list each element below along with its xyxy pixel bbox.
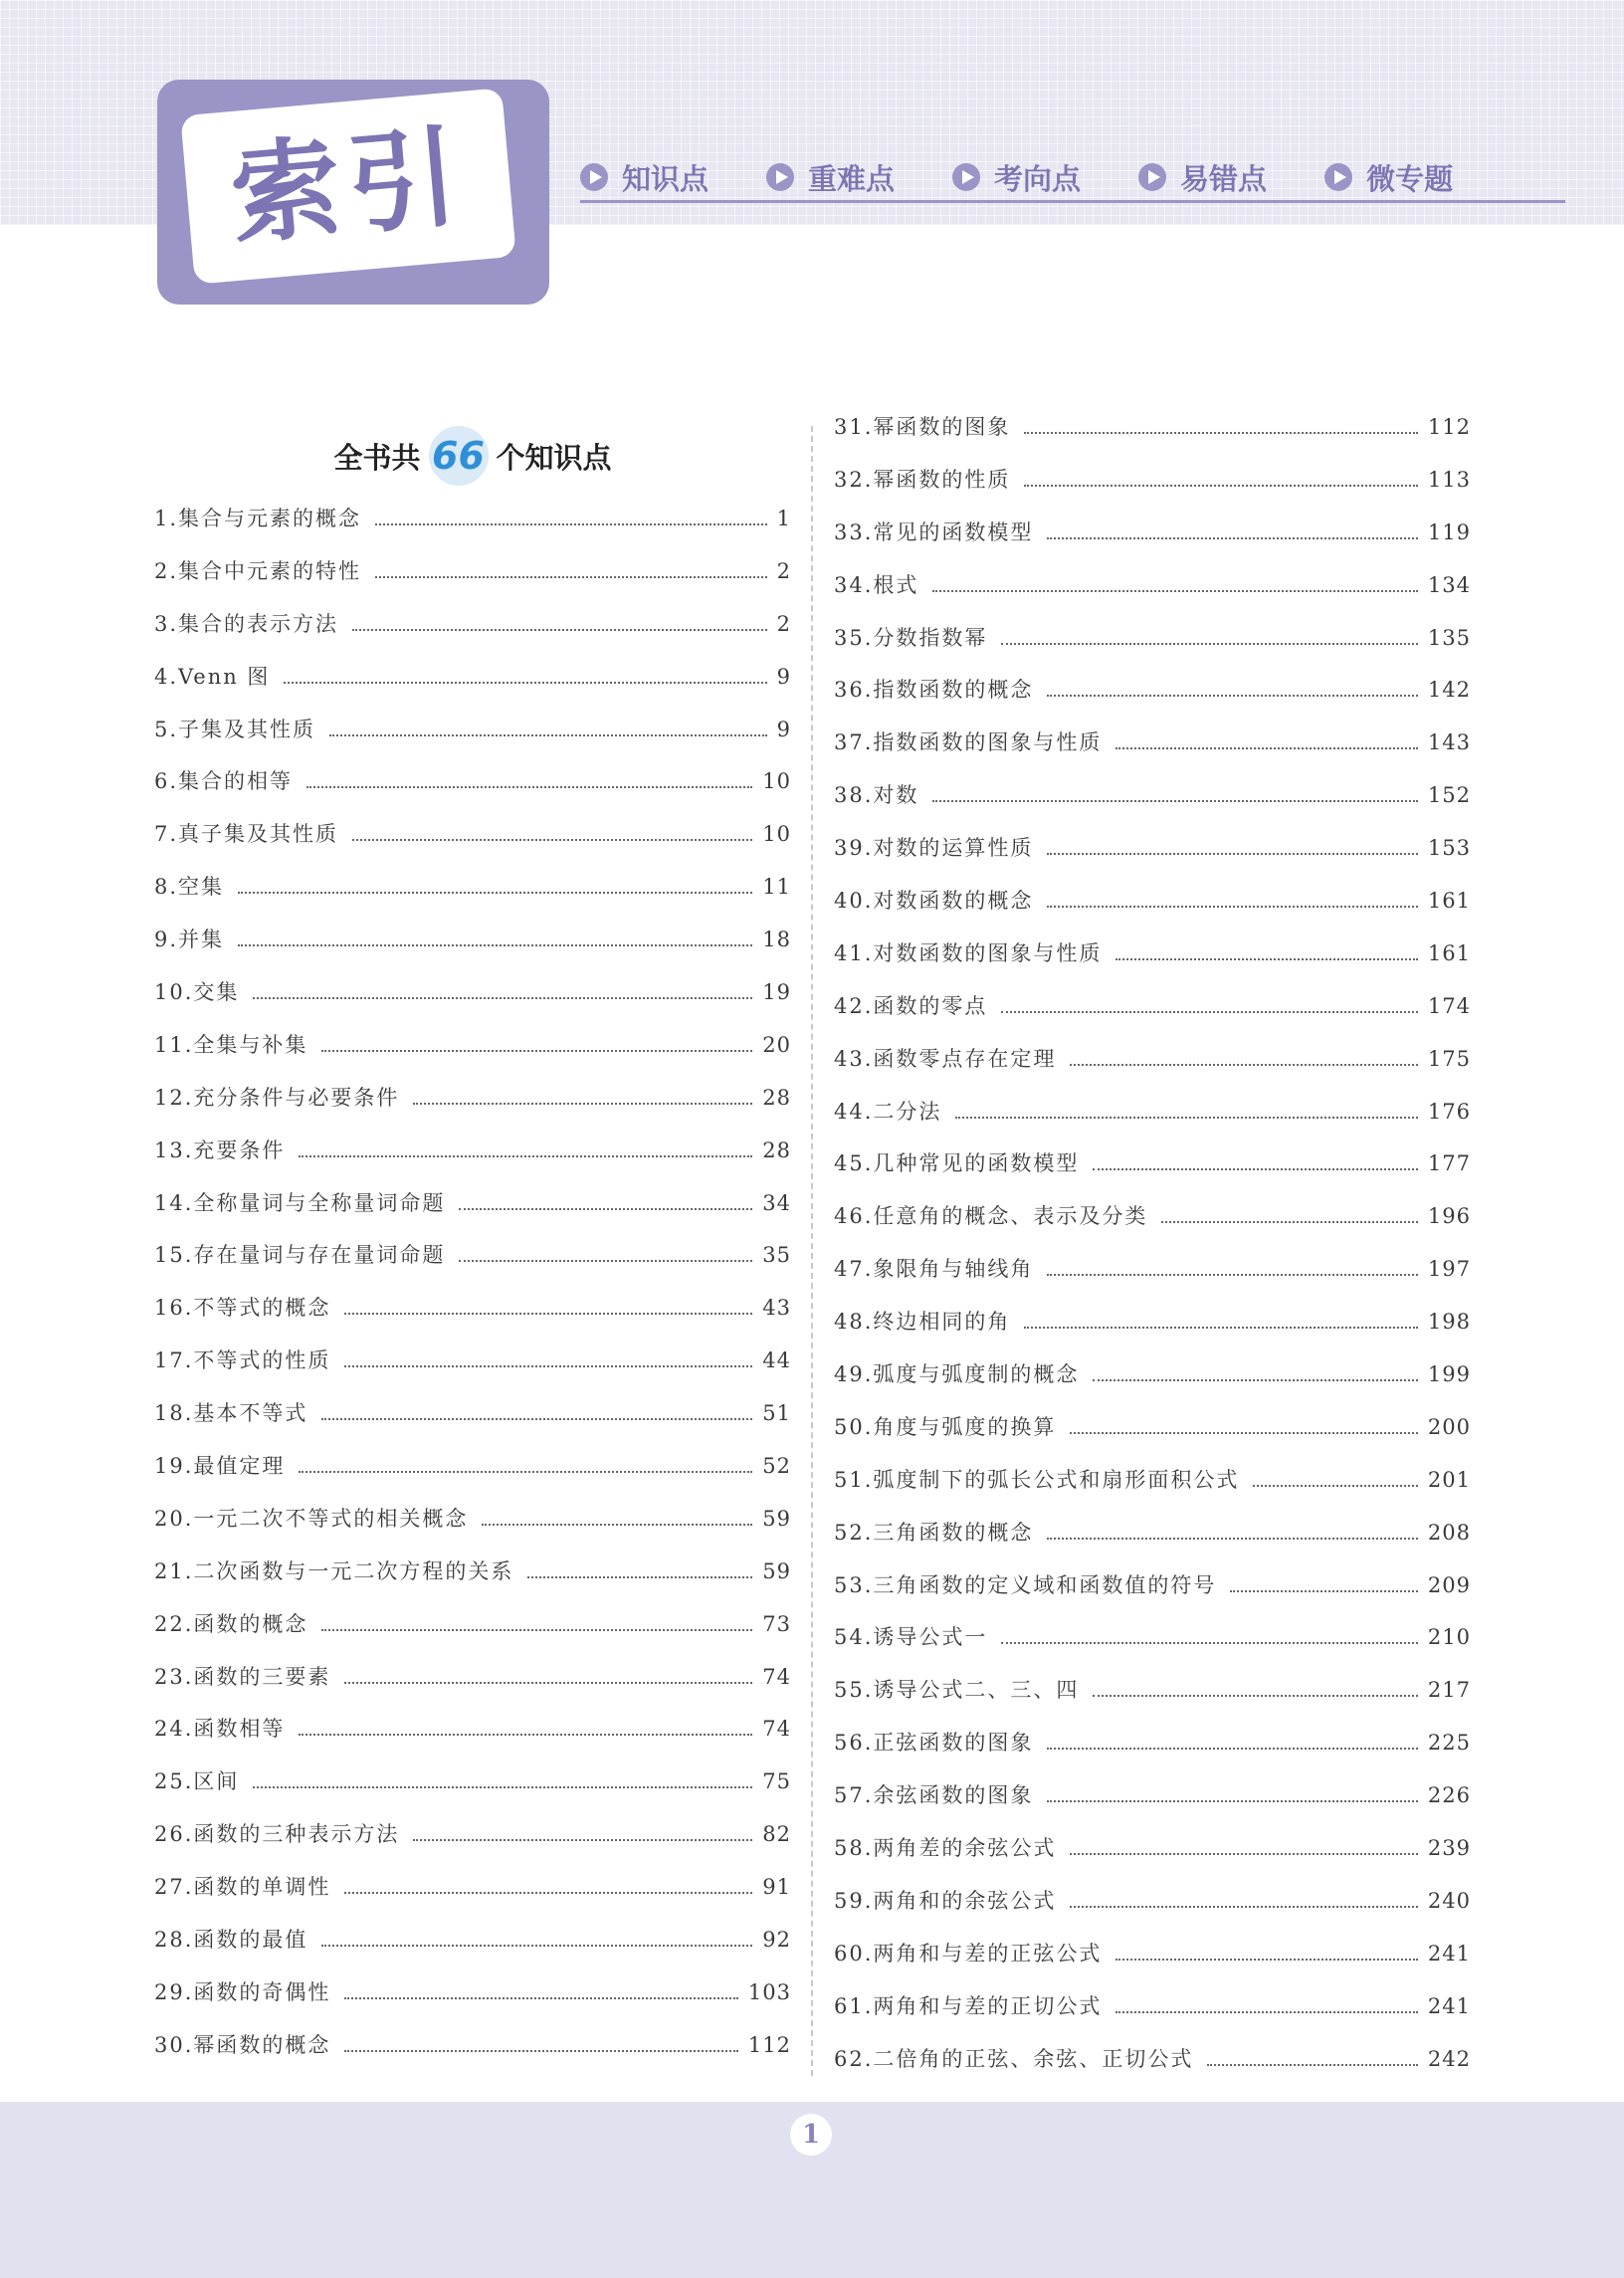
play-circle-icon (1324, 163, 1352, 191)
index-entry[interactable] (834, 1200, 1471, 1253)
entry-page: 142 (1427, 678, 1471, 703)
entry-title: 45.几种常见的函数模型 (834, 1151, 1080, 1176)
entry-page: 28 (762, 1138, 791, 1162)
dot-leader (482, 1524, 752, 1526)
entry-page: 196 (1427, 1204, 1471, 1229)
index-entry[interactable] (834, 1990, 1471, 2043)
index-entry[interactable] (834, 1043, 1471, 1096)
index-entry[interactable] (834, 674, 1471, 726)
dot-leader (1093, 1168, 1418, 1170)
entry-page: 10 (762, 822, 791, 847)
dot-leader (238, 944, 752, 946)
entry-page: 135 (1427, 625, 1471, 650)
entry-title: 58.两角差的余弦公式 (834, 1836, 1057, 1861)
dot-leader (1070, 1853, 1418, 1855)
index-entry[interactable] (834, 885, 1471, 937)
entry-page: 19 (762, 980, 791, 1005)
entry-title: 34.根式 (834, 572, 919, 597)
summary-prefix: 全书共 (333, 440, 421, 475)
dot-leader (238, 892, 752, 894)
entry-title: 30.幂函数的概念 (154, 2032, 331, 2057)
entry-page: 175 (1427, 1046, 1471, 1071)
index-entry[interactable] (834, 1832, 1471, 1885)
entry-title: 29.函数的奇偶性 (154, 1979, 331, 2004)
entry-title: 35.分数指数幂 (834, 625, 988, 650)
index-entry[interactable] (834, 1674, 1471, 1727)
play-circle-icon (1138, 163, 1166, 191)
index-entry[interactable] (154, 871, 791, 924)
page-number: 1 (790, 2114, 832, 2156)
entry-page: 73 (762, 1611, 791, 1636)
dot-leader (1116, 747, 1418, 749)
dot-leader (1093, 1379, 1418, 1381)
index-entry[interactable] (154, 714, 791, 766)
index-entry[interactable] (834, 517, 1471, 569)
index-entry[interactable] (834, 1621, 1471, 1674)
entry-page: 161 (1427, 940, 1471, 965)
entry-title: 24.函数相等 (154, 1717, 286, 1742)
entry-page: 92 (762, 1928, 791, 1953)
dot-leader (1047, 1800, 1418, 1802)
nav-label: 易错点 (1180, 161, 1268, 196)
entry-page: 119 (1427, 519, 1471, 544)
entry-page: 177 (1427, 1151, 1471, 1176)
entry-page: 9 (776, 664, 791, 689)
index-entry[interactable] (834, 1569, 1471, 1622)
entry-page: 43 (762, 1296, 791, 1321)
nav-label: 重难点 (808, 161, 896, 196)
entry-page: 240 (1427, 1888, 1471, 1913)
category-nav (580, 154, 1565, 203)
entry-page: 91 (762, 1875, 791, 1900)
entry-title: 22.函数的概念 (154, 1611, 308, 1636)
dot-leader (932, 800, 1418, 802)
entry-title: 50.角度与弧度的换算 (834, 1414, 1057, 1439)
entry-title: 10.交集 (154, 980, 240, 1005)
index-entry[interactable] (154, 1239, 791, 1292)
index-column-left (154, 503, 791, 2082)
index-entry[interactable] (154, 1818, 791, 1871)
dot-leader (932, 590, 1418, 592)
play-circle-icon (766, 163, 794, 191)
entry-page: 174 (1427, 993, 1471, 1018)
index-entry[interactable] (834, 779, 1471, 832)
entry-title: 48.终边相同的角 (834, 1310, 1011, 1335)
entry-page: 210 (1427, 1625, 1471, 1650)
entry-title: 59.两角和的余弦公式 (834, 1888, 1057, 1913)
entry-title: 3.集合的表示方法 (154, 611, 339, 636)
index-entry[interactable] (154, 1503, 791, 1555)
entry-page: 209 (1427, 1572, 1471, 1597)
dot-leader (344, 1892, 752, 1894)
entry-title: 49.弧度与弧度制的概念 (834, 1362, 1080, 1387)
entry-title: 9.并集 (154, 928, 225, 952)
entry-page: 82 (762, 1822, 791, 1847)
summary-suffix: 个知识点 (496, 440, 612, 475)
entry-title: 57.余弦函数的图象 (834, 1783, 1034, 1808)
entry-page: 199 (1427, 1362, 1471, 1387)
entry-page: 44 (762, 1348, 791, 1373)
dot-leader (1047, 853, 1418, 855)
entry-title: 44.二分法 (834, 1099, 942, 1124)
entry-title: 39.对数的运算性质 (834, 836, 1034, 861)
dot-leader (1116, 958, 1418, 960)
dot-leader (1047, 537, 1418, 539)
entry-title: 61.两角和与差的正切公式 (834, 1993, 1103, 2018)
entry-page: 112 (1427, 415, 1471, 439)
dot-leader (955, 1117, 1418, 1119)
index-entry[interactable] (834, 464, 1471, 517)
entry-page: 74 (762, 1664, 791, 1689)
index-entry[interactable] (834, 622, 1471, 675)
dot-leader (459, 1260, 752, 1262)
entry-title: 4.Venn 图 (154, 664, 271, 689)
entry-page: 28 (762, 1085, 791, 1110)
dot-leader (1161, 1221, 1418, 1223)
title-card (180, 88, 516, 285)
entry-page: 112 (747, 2032, 791, 2057)
index-entry[interactable] (154, 924, 791, 976)
entry-title: 11.全集与补集 (154, 1032, 308, 1057)
entry-page: 20 (762, 1032, 791, 1057)
column-divider (811, 426, 813, 2076)
index-entry[interactable] (834, 1464, 1471, 1517)
entry-page: 225 (1427, 1731, 1471, 1756)
entry-title: 56.正弦函数的图象 (834, 1731, 1034, 1756)
dot-leader (1024, 432, 1418, 434)
entry-title: 15.存在量词与存在量词命题 (154, 1243, 446, 1268)
dot-leader (284, 682, 766, 684)
entry-title: 27.函数的单调性 (154, 1875, 331, 1900)
entry-page: 9 (776, 717, 791, 741)
dot-leader (1070, 1906, 1418, 1908)
entry-page: 51 (762, 1401, 791, 1426)
dot-leader (1093, 1695, 1418, 1697)
dot-leader (321, 1629, 752, 1631)
index-entry[interactable] (154, 1871, 791, 1924)
index-entry[interactable] (834, 2043, 1471, 2096)
entry-title: 17.不等式的性质 (154, 1348, 331, 1373)
entry-title: 41.对数函数的图象与性质 (834, 940, 1103, 965)
index-entry[interactable] (834, 1306, 1471, 1358)
entry-page: 239 (1427, 1836, 1471, 1861)
index-entry[interactable] (154, 1608, 791, 1661)
entry-title: 21.二次函数与一元二次方程的关系 (154, 1558, 514, 1583)
dot-leader (413, 1839, 752, 1841)
entry-page: 59 (762, 1558, 791, 1583)
nav-item-error-prone[interactable] (1138, 157, 1267, 198)
dot-leader (1047, 695, 1418, 697)
index-entry[interactable] (834, 569, 1471, 622)
dot-leader (329, 734, 767, 736)
dot-leader (1116, 1959, 1418, 1961)
entry-page: 10 (762, 769, 791, 794)
index-entry[interactable] (154, 1029, 791, 1082)
index-entry[interactable] (154, 765, 791, 818)
index-entry[interactable] (154, 1450, 791, 1503)
entry-page: 241 (1427, 1993, 1471, 2018)
dot-leader (1070, 1432, 1418, 1434)
entry-title: 32.幂函数的性质 (834, 467, 1011, 492)
index-entry[interactable] (154, 1397, 791, 1450)
dot-leader (527, 1576, 752, 1578)
dot-leader (352, 629, 767, 631)
dot-leader (344, 1997, 738, 1999)
entry-page: 200 (1427, 1414, 1471, 1439)
index-entry[interactable] (154, 503, 791, 555)
entry-title: 43.函数零点存在定理 (834, 1046, 1057, 1071)
title-box (157, 80, 549, 305)
dot-leader (1024, 485, 1418, 487)
entry-title: 55.诱导公式二、三、四 (834, 1678, 1080, 1703)
entry-page: 201 (1427, 1467, 1471, 1492)
entry-page: 59 (762, 1506, 791, 1531)
index-column-right (834, 411, 1471, 2096)
entry-title: 60.两角和与差的正弦公式 (834, 1941, 1103, 1966)
dot-leader (1047, 1538, 1418, 1540)
entry-page: 197 (1427, 1257, 1471, 1282)
entry-page: 103 (747, 1979, 791, 2004)
entry-title: 47.象限角与轴线角 (834, 1257, 1034, 1282)
entry-page: 153 (1427, 836, 1471, 861)
entry-title: 13.充要条件 (154, 1138, 286, 1162)
entry-page: 134 (1427, 572, 1471, 597)
dot-leader (1070, 1064, 1418, 1066)
entry-page: 241 (1427, 1941, 1471, 1966)
index-entry[interactable] (154, 661, 791, 714)
index-entry[interactable] (834, 990, 1471, 1043)
index-entry[interactable] (834, 411, 1471, 464)
dot-leader (1116, 2011, 1418, 2013)
entry-page: 34 (762, 1190, 791, 1215)
entry-title: 2.集合中元素的特性 (154, 558, 362, 583)
dot-leader (1047, 906, 1418, 908)
entry-page: 35 (762, 1243, 791, 1268)
entry-page: 52 (762, 1454, 791, 1479)
entry-title: 38.对数 (834, 783, 919, 808)
nav-label: 知识点 (622, 161, 710, 196)
index-entry[interactable] (834, 726, 1471, 779)
dot-leader (1047, 1274, 1418, 1276)
entry-title: 26.函数的三种表示方法 (154, 1822, 400, 1847)
dot-leader (299, 1471, 752, 1473)
entry-page: 242 (1427, 2046, 1471, 2071)
nav-item-knowledge[interactable] (580, 157, 709, 198)
entry-title: 1.集合与元素的概念 (154, 507, 362, 530)
entry-title: 25.区间 (154, 1769, 240, 1794)
index-entry[interactable] (834, 1938, 1471, 1990)
dot-leader (299, 1155, 752, 1157)
entry-title: 12.充分条件与必要条件 (154, 1085, 400, 1110)
dot-leader (344, 2050, 738, 2052)
dot-leader (413, 1103, 752, 1105)
entry-page: 18 (762, 928, 791, 952)
dot-leader (1207, 2064, 1418, 2066)
entry-title: 23.函数的三要素 (154, 1664, 331, 1689)
entry-title: 31.幂函数的图象 (834, 415, 1011, 439)
dot-leader (352, 839, 752, 841)
entry-title: 14.全称量词与全称量词命题 (154, 1190, 446, 1215)
dot-leader (253, 1786, 752, 1788)
dot-leader (321, 1945, 752, 1947)
entry-page: 161 (1427, 889, 1471, 914)
entry-title: 18.基本不等式 (154, 1401, 308, 1426)
entry-title: 42.函数的零点 (834, 993, 988, 1018)
knowledge-summary (154, 428, 791, 484)
index-entry[interactable] (834, 1779, 1471, 1832)
index-entry[interactable] (154, 976, 791, 1029)
index-entry[interactable] (154, 1713, 791, 1765)
entry-page: 75 (762, 1769, 791, 1794)
entry-title: 53.三角函数的定义域和函数值的符号 (834, 1572, 1217, 1597)
dot-leader (344, 1365, 752, 1367)
index-entry[interactable] (834, 1147, 1471, 1200)
entry-page: 208 (1427, 1520, 1471, 1545)
index-entry[interactable] (154, 2029, 791, 2082)
dot-leader (1047, 1748, 1418, 1750)
nav-item-exam-focus[interactable] (952, 157, 1081, 198)
entry-title: 51.弧度制下的弧长公式和扇形面积公式 (834, 1467, 1240, 1492)
dot-leader (299, 1734, 752, 1736)
index-entry[interactable] (834, 832, 1471, 885)
dot-leader (1024, 1327, 1418, 1329)
entry-page: 1 (776, 507, 791, 530)
nav-label: 微专题 (1366, 161, 1454, 196)
entry-title: 16.不等式的概念 (154, 1296, 331, 1321)
dot-leader (344, 1682, 752, 1684)
entry-page: 152 (1427, 783, 1471, 808)
entry-title: 5.子集及其性质 (154, 717, 316, 741)
dot-leader (1253, 1485, 1418, 1487)
dot-leader (375, 576, 767, 578)
entry-title: 52.三角函数的概念 (834, 1520, 1034, 1545)
entry-title: 8.空集 (154, 875, 225, 900)
dot-leader (1001, 643, 1418, 645)
dot-leader (1001, 1642, 1418, 1644)
count-badge: 66 (429, 426, 489, 486)
entry-title: 40.对数函数的概念 (834, 889, 1034, 914)
nav-item-key-difficult[interactable] (766, 157, 895, 198)
entry-page: 217 (1427, 1678, 1471, 1703)
index-entry[interactable] (154, 1765, 791, 1818)
dot-leader (344, 1313, 752, 1315)
dot-leader (1001, 1011, 1418, 1013)
entry-page: 198 (1427, 1310, 1471, 1335)
index-entry[interactable] (834, 937, 1471, 990)
index-entry[interactable] (154, 1082, 791, 1135)
entry-title: 20.一元二次不等式的相关概念 (154, 1506, 469, 1531)
index-entry[interactable] (834, 1253, 1471, 1306)
nav-label: 考向点 (994, 161, 1082, 196)
index-entry[interactable] (834, 1727, 1471, 1779)
entry-title: 37.指数函数的图象与性质 (834, 730, 1103, 755)
entry-page: 143 (1427, 730, 1471, 755)
entry-page: 2 (776, 611, 791, 636)
entry-title: 46.任意角的概念、表示及分类 (834, 1204, 1148, 1229)
play-circle-icon (952, 163, 980, 191)
index-entry[interactable] (154, 1135, 791, 1187)
index-entry[interactable] (154, 555, 791, 608)
dot-leader (306, 786, 752, 788)
index-entry[interactable] (834, 1885, 1471, 1938)
dot-leader (459, 1208, 752, 1210)
entry-title: 28.函数的最值 (154, 1928, 308, 1953)
nav-item-micro-topic[interactable] (1324, 157, 1453, 198)
entry-page: 226 (1427, 1783, 1471, 1808)
index-entry[interactable] (834, 1358, 1471, 1411)
index-entry[interactable] (154, 1661, 791, 1714)
entry-title: 54.诱导公式一 (834, 1625, 988, 1650)
play-circle-icon (580, 163, 608, 191)
index-entry[interactable] (154, 1292, 791, 1345)
entry-title: 36.指数函数的概念 (834, 678, 1034, 703)
entry-title: 62.二倍角的正弦、余弦、正切公式 (834, 2046, 1194, 2071)
entry-title: 19.最值定理 (154, 1454, 286, 1479)
index-entry[interactable] (154, 1976, 791, 2029)
entry-page: 74 (762, 1717, 791, 1742)
dot-leader (375, 523, 767, 525)
index-entry[interactable] (154, 1555, 791, 1608)
index-entry[interactable] (154, 608, 791, 661)
dot-leader (321, 1050, 752, 1052)
index-entry[interactable] (154, 1345, 791, 1397)
entry-title: 33.常见的函数模型 (834, 519, 1034, 544)
index-entry[interactable] (834, 1517, 1471, 1569)
dot-leader (1230, 1590, 1418, 1592)
entry-title: 7.真子集及其性质 (154, 822, 339, 847)
dot-leader (253, 997, 752, 999)
entry-title: 6.集合的相等 (154, 769, 294, 794)
dot-leader (321, 1418, 752, 1420)
index-entry[interactable] (154, 1187, 791, 1240)
index-entry[interactable] (154, 818, 791, 871)
index-entry[interactable] (834, 1411, 1471, 1464)
index-entry[interactable] (154, 1924, 791, 1976)
entry-page: 176 (1427, 1099, 1471, 1124)
entry-page: 2 (776, 558, 791, 583)
index-entry[interactable] (834, 1096, 1471, 1148)
entry-page: 113 (1427, 467, 1471, 492)
page-title: 索引 (225, 111, 472, 261)
entry-page: 11 (762, 875, 791, 900)
